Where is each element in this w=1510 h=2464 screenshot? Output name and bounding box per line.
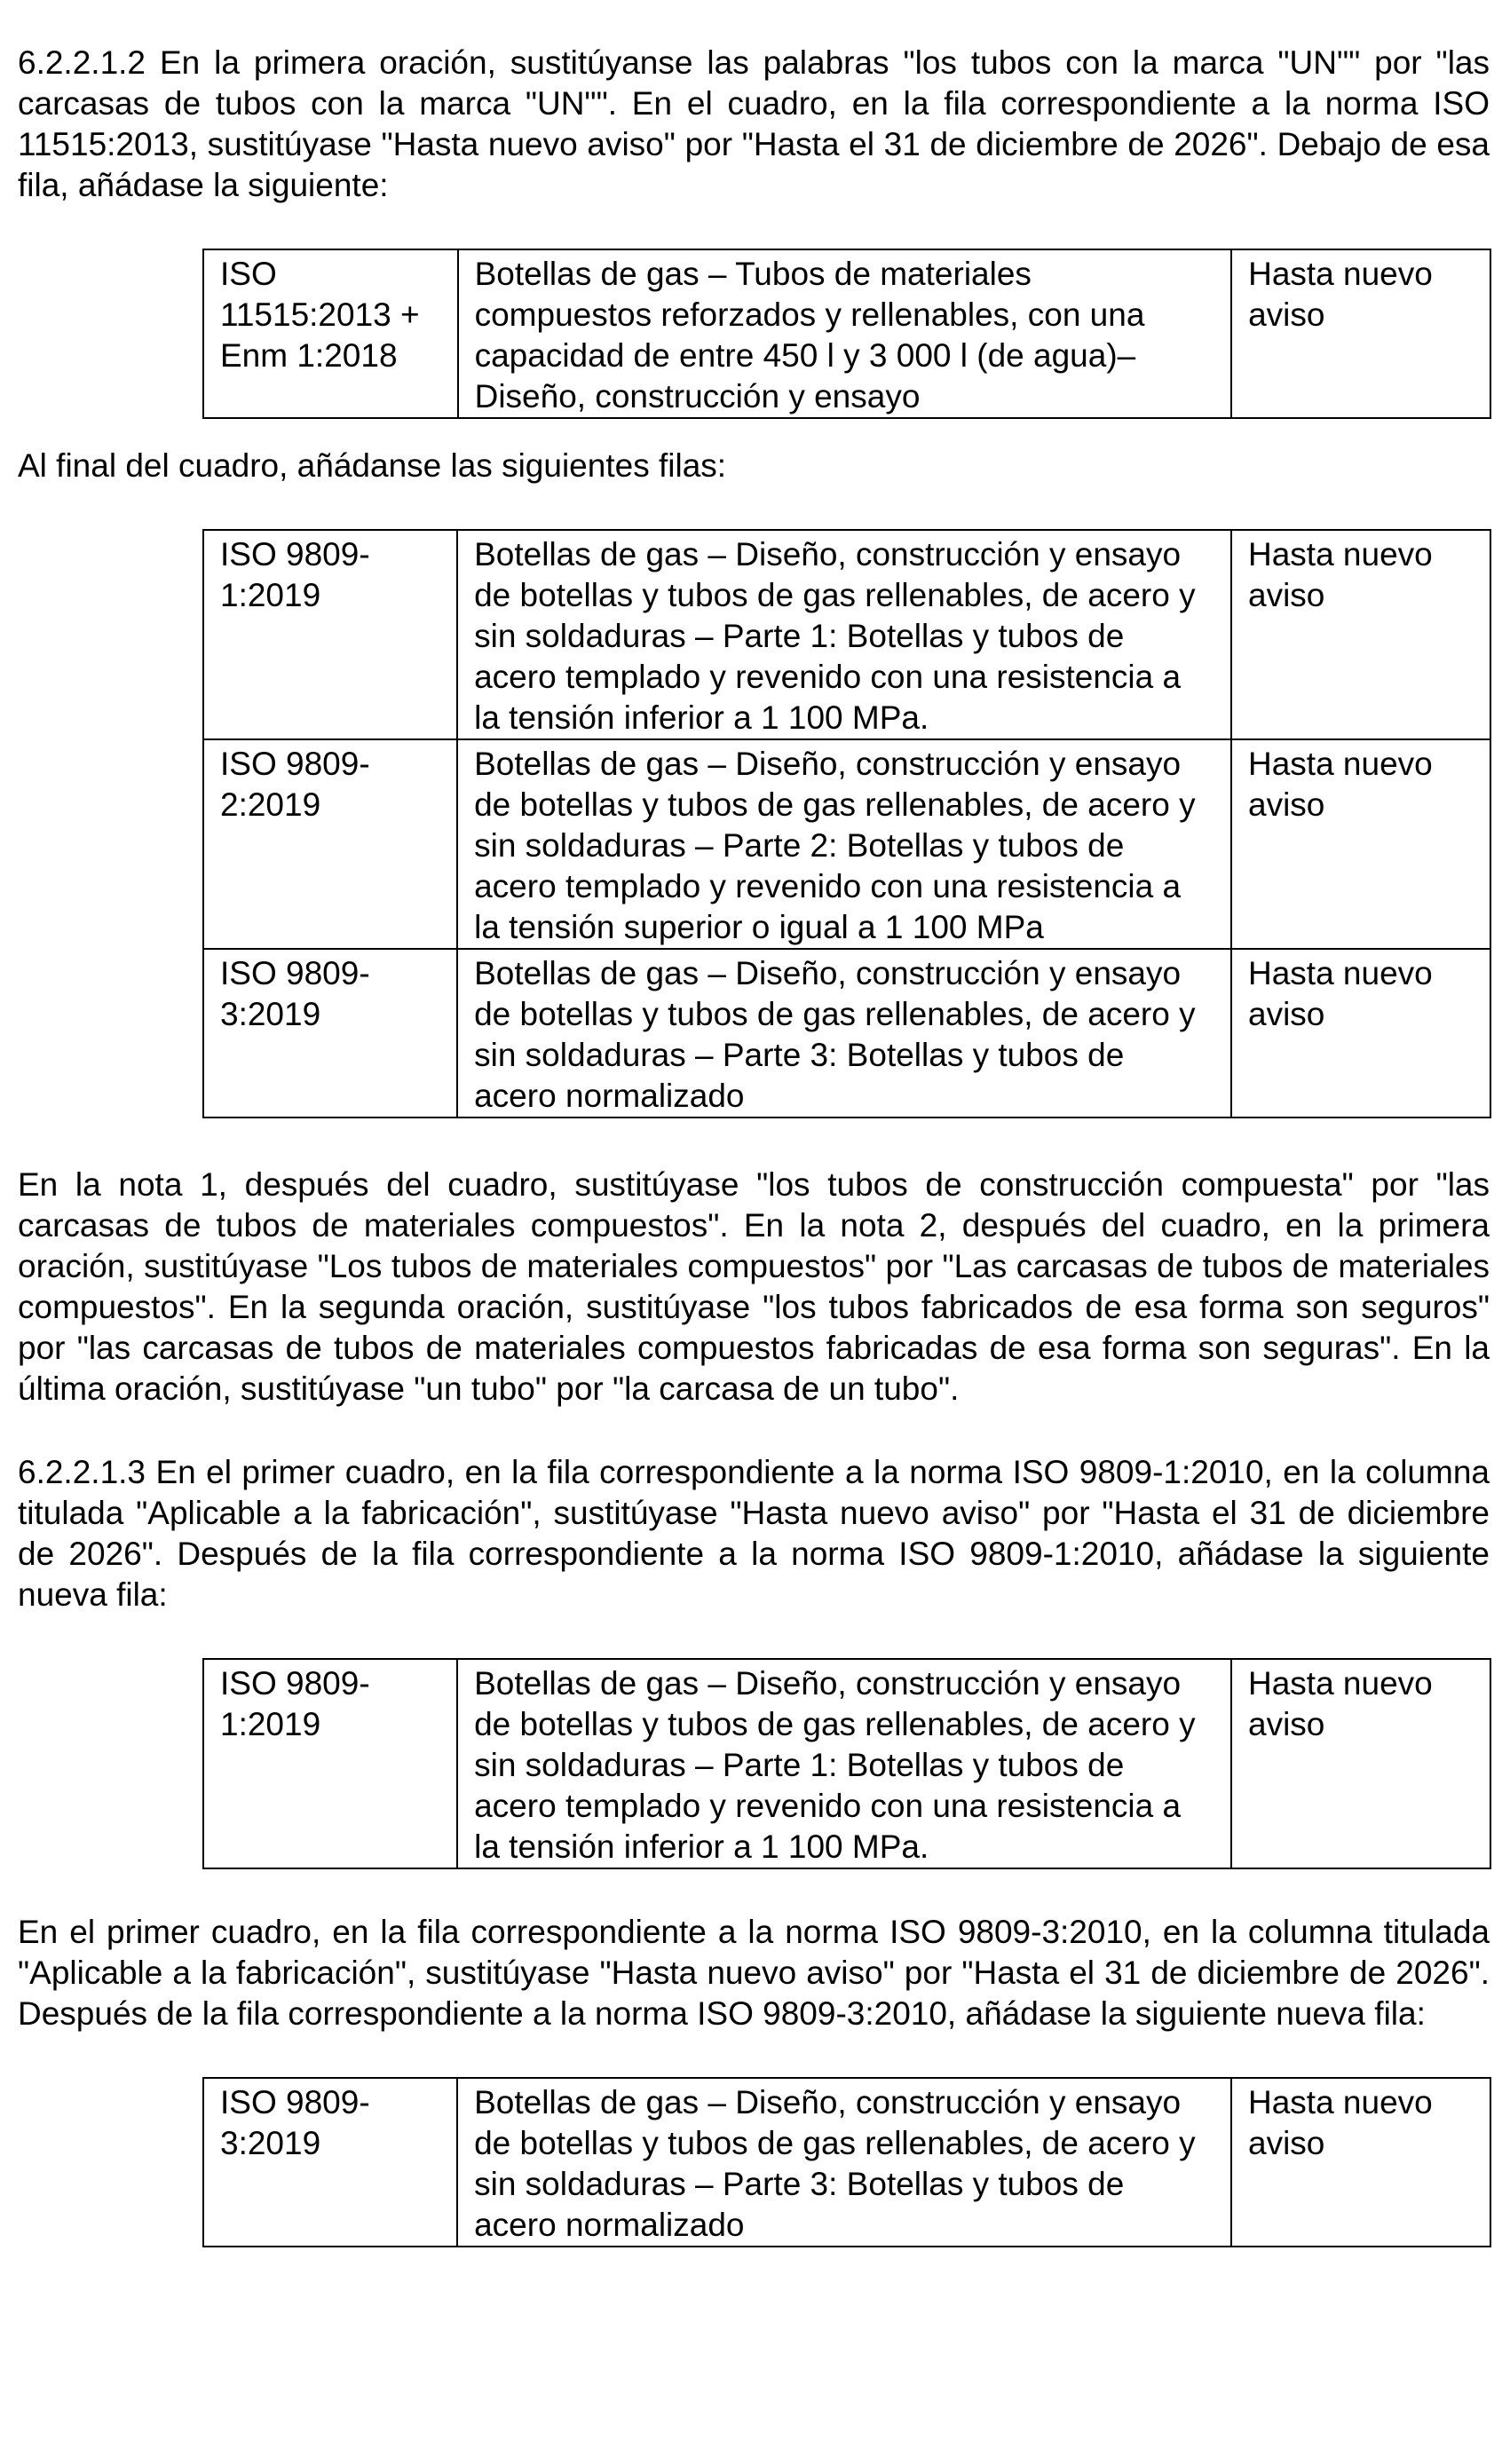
title-cell: Botellas de gas – Diseño, construcción y ensayo de botellas y tubos de gas rellenables, de acero y sin soldaduras – Parte 1: Botellas y tubos de acero templado y revenido con una resistencia a la tensión inferior a 1 100 MPa.: [457, 1659, 1231, 1868]
table-row: [203, 949, 1490, 1117]
table-row: [203, 249, 1490, 418]
applicability-cell: Hasta nuevo aviso: [1231, 249, 1490, 418]
standard-cell: ISO 9809-2:2019: [203, 739, 457, 949]
standard-cell: ISO 9809-1:2019: [203, 1659, 457, 1868]
paragraph-6-2-2-1-3: 6.2.2.1.3 En el primer cuadro, en la fila correspondiente a la norma ISO 9809-1:2010, en la columna titulada "Aplicable a la fabricación", sustitúyase "Hasta nuevo aviso" por "Hasta el 31 de diciembre de 2026". Después de la fila correspondiente a la norma ISO 9809-1:2010, añádase la siguiente nueva fila:: [18, 1454, 1490, 1613]
table-iso-9809-1: [202, 1658, 1491, 1869]
table-row: [203, 1659, 1490, 1868]
paragraph-notes: En la nota 1, después del cuadro, sustitúyase "los tubos de construcción compuesta" por "las carcasas de tubos de materiales compuestos". En la nota 2, después del cuadro, en la primera oración, sustitúyase "Los tubos de materiales compuestos" por "Las carcasas de tubos de materiales compuestos". En la segunda oración, sustitúyase "los tubos fabricados de esa forma son seguros" por "las carcasas de tubos de materiales compuestos fabricadas de esa forma son seguras". En la última oración, sustitúyase "un tubo" por "la carcasa de un tubo".: [18, 1166, 1490, 1407]
table-iso-11515: [202, 249, 1491, 419]
table-row: [203, 739, 1490, 949]
paragraph-add-rows: Al final del cuadro, añádanse las siguientes filas:: [18, 447, 727, 484]
title-cell: Botellas de gas – Diseño, construcción y ensayo de botellas y tubos de gas rellenables, de acero y sin soldaduras – Parte 3: Botellas y tubos de acero normalizado: [457, 2078, 1231, 2247]
paragraph-iso-9809-3: En el primer cuadro, en la fila correspondiente a la norma ISO 9809-3:2010, en la columna titulada "Aplicable a la fabricación", sustitúyase "Hasta nuevo aviso" por "Hasta el 31 de diciembre de 2026". Después de la fila correspondiente a la norma ISO 9809-3:2010, añádase la siguiente nueva fila:: [18, 1914, 1490, 2032]
standard-cell: ISO 9809-3:2019: [203, 2078, 457, 2247]
applicability-cell: Hasta nuevo aviso: [1231, 530, 1490, 739]
paragraph-6-2-2-1-2: 6.2.2.1.2 En la primera oración, sustitúyanse las palabras "los tubos con la marca "UN"" por "las carcasas de tubos con la marca "UN"". En el cuadro, en la fila correspondiente a la norma ISO 11515:2013, sustitúyase "Hasta nuevo aviso" por "Hasta el 31 de diciembre de 2026". Debajo de esa fila, añádase la siguiente:: [18, 44, 1490, 203]
applicability-cell: Hasta nuevo aviso: [1231, 1659, 1490, 1868]
standard-cell: ISO 11515:2013 + Enm 1:2018: [203, 249, 458, 418]
applicability-cell: Hasta nuevo aviso: [1231, 739, 1490, 949]
standard-cell: ISO 9809-1:2019: [203, 530, 457, 739]
document-page: [18, 43, 1490, 2247]
table-iso-9809-3: [202, 2077, 1491, 2247]
title-cell: Botellas de gas – Tubos de materiales compuestos reforzados y rellenables, con una capacidad de entre 450 l y 3 000 l (de agua)– Diseño, construcción y ensayo: [458, 249, 1232, 418]
table-row: [203, 2078, 1490, 2247]
applicability-cell: Hasta nuevo aviso: [1231, 949, 1490, 1117]
title-cell: Botellas de gas – Diseño, construcción y ensayo de botellas y tubos de gas rellenables, de acero y sin soldaduras – Parte 3: Botellas y tubos de acero normalizado: [457, 949, 1231, 1117]
table-row: [203, 530, 1490, 739]
applicability-cell: Hasta nuevo aviso: [1231, 2078, 1490, 2247]
table-iso-9809-rows: [202, 529, 1491, 1118]
title-cell: Botellas de gas – Diseño, construcción y ensayo de botellas y tubos de gas rellenables, de acero y sin soldaduras – Parte 2: Botellas y tubos de acero templado y revenido con una resistencia a la tensión superior o igual a 1 100 MPa: [457, 739, 1231, 949]
title-cell: Botellas de gas – Diseño, construcción y ensayo de botellas y tubos de gas rellenables, de acero y sin soldaduras – Parte 1: Botellas y tubos de acero templado y revenido con una resistencia a la tensión inferior a 1 100 MPa.: [457, 530, 1231, 739]
standard-cell: ISO 9809-3:2019: [203, 949, 457, 1117]
